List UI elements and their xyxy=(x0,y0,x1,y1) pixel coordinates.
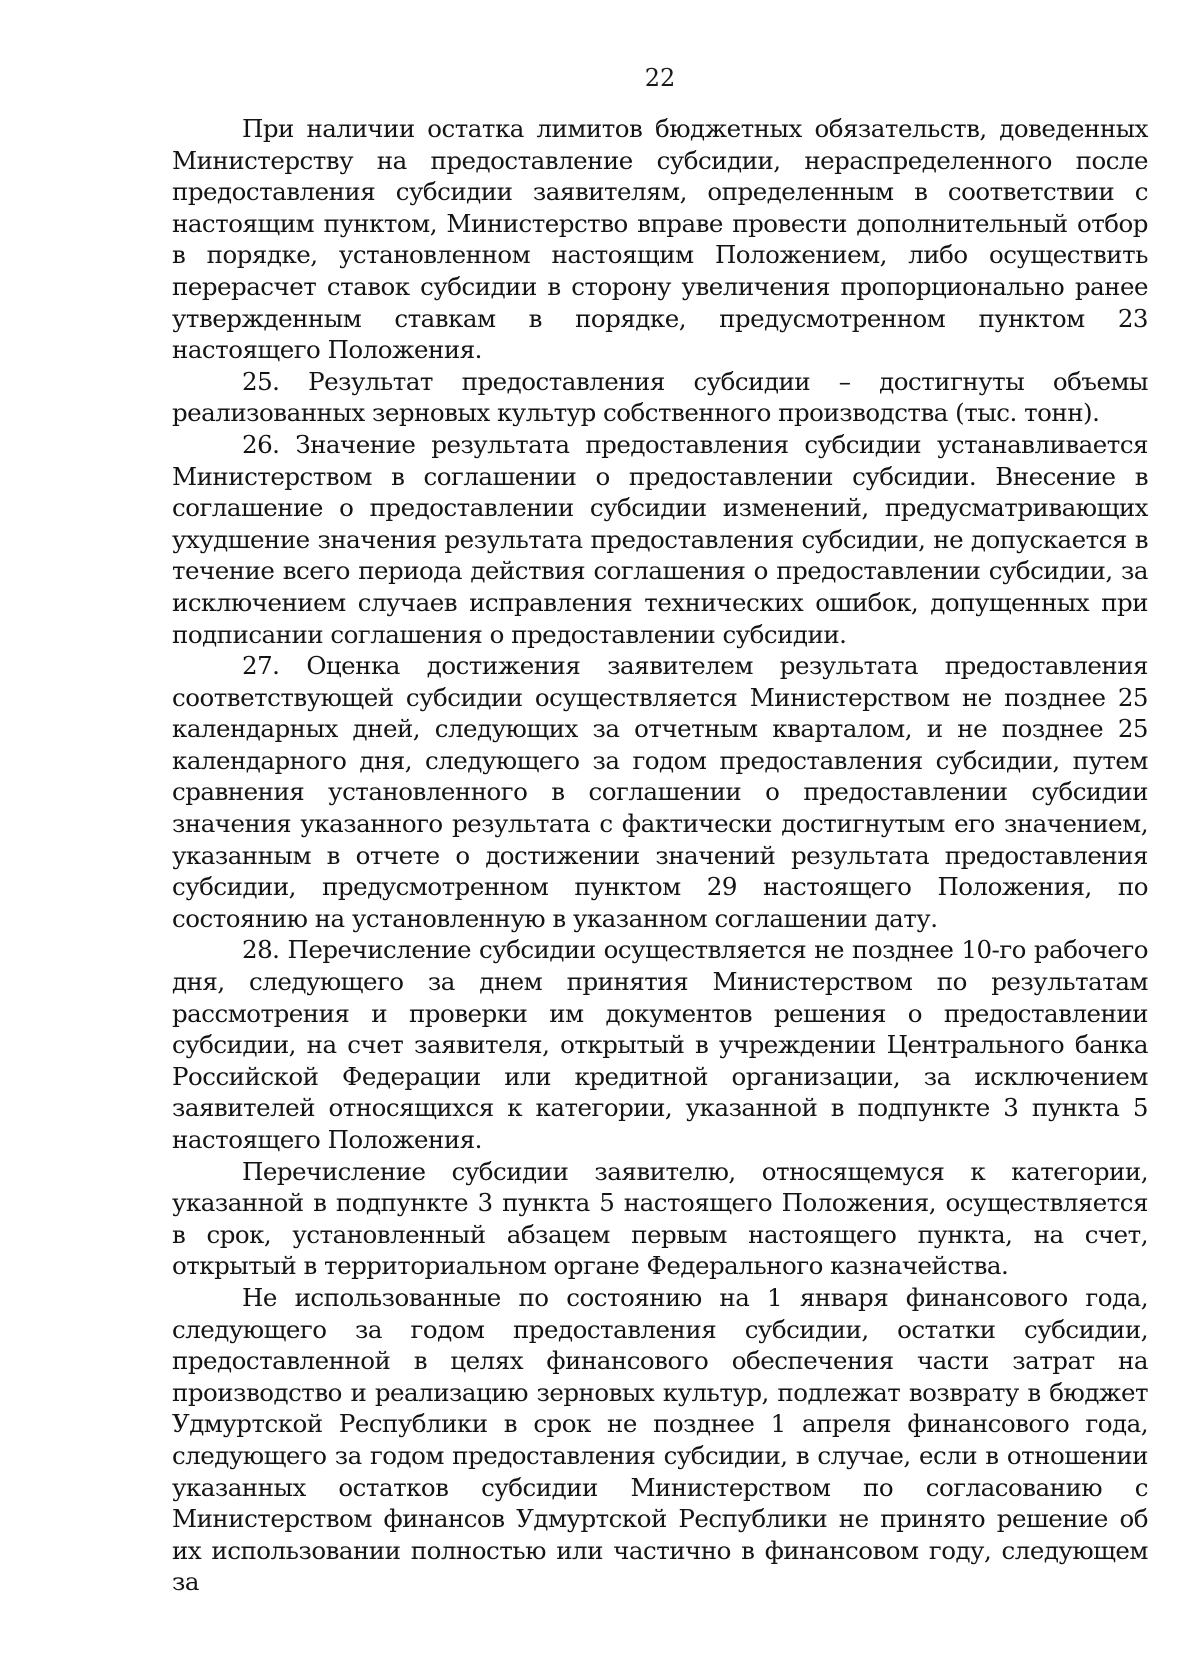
paragraph-28: 28. Перечисление субсидии осуществляется не позднее 10-го рабочего дня, следующего за днем принятия Министерством по результатам рассмотрения и проверки им документов решения о предоставлении субсидии, на счет заявителя, открытый в учреждении Центрального банка Российской Федерации или кредитной организации, за исключением заявителей относящихся к категории, указанной в подпункте 3 пункта 5 настоящего Положения. xyxy=(172,935,1148,1154)
paragraph-limits-remainder: При наличии остатка лимитов бюджетных обязательств, доведенных Министерству на предоставление субсидии, нераспределенного после предоставления субсидии заявителям, определенным в соответствии с настоящим пунктом, Министерство вправе провести дополнительный отбор в порядке, установленном настоящим Положением, либо осуществить перерасчет ставок субсидии в сторону увеличения пропорционально ранее утвержденным ставкам в порядке, предусмотренном пунктом 23 настоящего Положения. xyxy=(172,114,1148,365)
document-body xyxy=(172,113,1148,1598)
page-number: 22 xyxy=(644,64,676,92)
paragraph-25: 25. Результат предоставления субсидии – достигнуты объемы реализованных зерновых культур собственного производства (тыс. тонн). xyxy=(172,366,1148,428)
paragraph-unused-remainder: Не использованные по состоянию на 1 января финансового года, следующего за годом предоставления субсидии, остатки субсидии, предоставленной в целях финансового обеспечения части затрат на производство и реализацию зерновых культур, подлежат возврату в бюджет Удмуртской Республики в срок не позднее 1 апреля финансового года, следующего за годом предоставления субсидии, в случае, если в отношении указанных остатков субсидии Министерством по согласованию с Министерством финансов Удмуртской Республики не принято решение об их использовании полностью или частично в финансовом году, следующем за xyxy=(172,1282,1148,1597)
paragraph-transfer-category: Перечисление субсидии заявителю, относящемуся к категории, указанной в подпункте 3 пункта 5 настоящего Положения, осуществляется в срок, установленный абзацем первым настоящего пункта, на счет, открытый в территориальном органе Федерального казначейства. xyxy=(172,1156,1148,1281)
paragraph-27: 27. Оценка достижения заявителем результата предоставления соответствующей субсидии осуществляется Министерством не позднее 25 календарных дней, следующих за отчетным кварталом, и не позднее 25 календарного дня, следующего за годом предоставления субсидии, путем сравнения установленного в соглашении о предоставлении субсидии значения указанного результата с фактически достигнутым его значением, указанным в отчете о достижении значений результата предоставления субсидии, предусмотренном пунктом 29 настоящего Положения, по состоянию на установленную в указанном соглашении дату. xyxy=(172,651,1148,933)
paragraph-26: 26. Значение результата предоставления субсидии устанавливается Министерством в соглашении о предоставлении субсидии. Внесение в соглашение о предоставлении субсидии изменений, предусматривающих ухудшение значения результата предоставления субсидии, не допускается в течение всего периода действия соглашения о предоставлении субсидии, за исключением случаев исправления технических ошибок, допущенных при подписании соглашения о предоставлении субсидии. xyxy=(172,429,1148,649)
